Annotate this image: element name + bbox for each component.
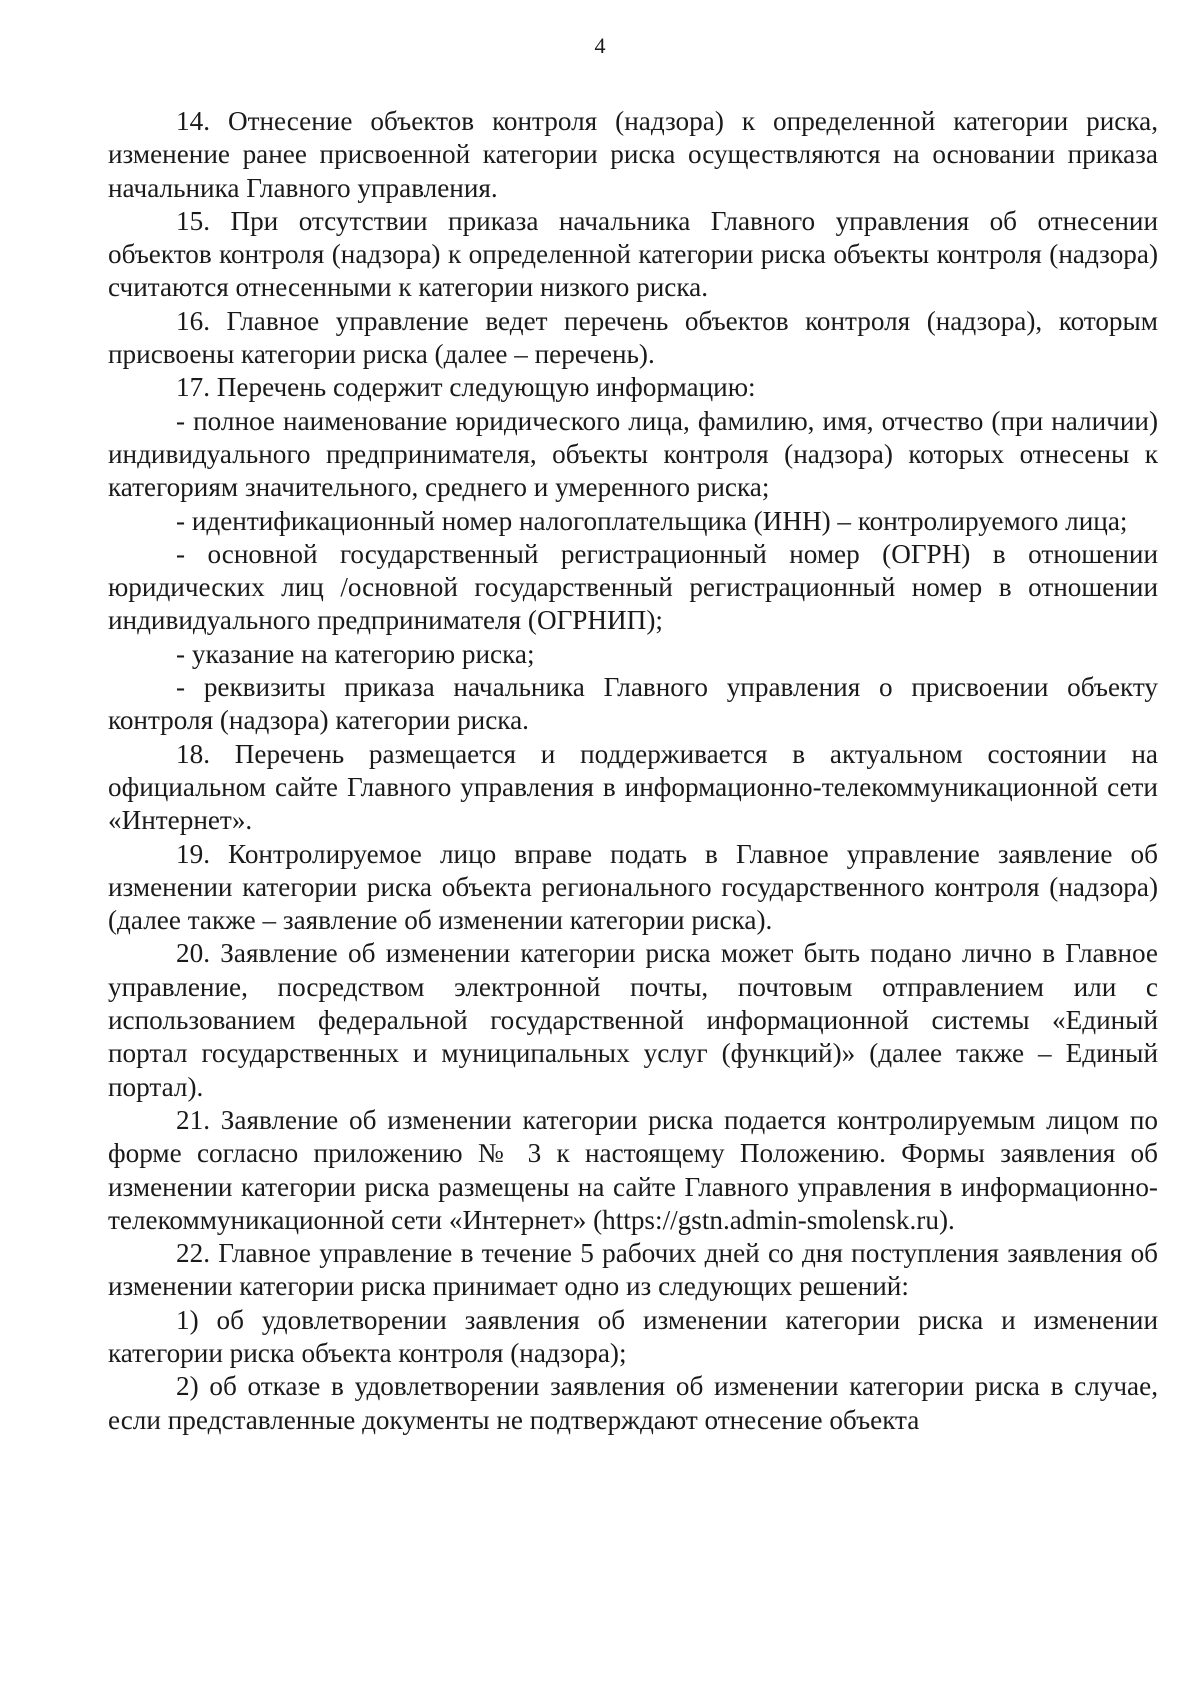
paragraph-17: 17. Перечень содержит следующую информацию: — [176, 372, 756, 403]
list-item-full-name: - полное наименование юридического лица, фамилию, имя, отчество (при наличии) индивидуального предпринимателя, объекты контроля (надзора) которых отнесены к категориям значительного, среднего и умеренного риска; — [108, 405, 1158, 503]
paragraph-19: 19. Контролируемое лицо вправе подать в Главное управление заявление об изменении категории риска объекта регионального государственного контроля (надзора) (далее также – заявление об изменении категории риска). — [108, 838, 1158, 936]
list-item-inn: - идентификационный номер налогоплательщика (ИНН) – контролируемого лица; — [176, 505, 1128, 536]
paragraph-18: 18. Перечень размещается и поддерживается в актуальном состоянии на официальном сайте Главного управления в информационно-телекоммуникационной сети «Интернет». — [108, 738, 1158, 836]
paragraph-15: 15. При отсутствии приказа начальника Главного управления об отнесении объектов контроля (надзора) к определенной категории риска объекты контроля (надзора) считаются отнесенными к категории низкого риска. — [108, 205, 1158, 303]
paragraph-20: 20. Заявление об изменении категории риска может быть подано лично в Главное управление, посредством электронной почты, почтовым отправлением или с использованием федеральной государственной информационной системы «Единый портал государственных и муниципальных услуг (функций)» (далее также – Единый портал). — [108, 938, 1158, 1102]
list-item-order-details: - реквизиты приказа начальника Главного управления о присвоении объекту контроля (надзора) категории риска. — [108, 672, 1158, 736]
paragraph-16: 16. Главное управление ведет перечень объектов контроля (надзора), которым присвоены категории риска (далее – перечень). — [108, 305, 1158, 370]
paragraph-14: 14. Отнесение объектов контроля (надзора) к определенной категории риска, изменение ранее присвоенной категории риска осуществляются на основании приказа начальника Главного управления. — [108, 106, 1158, 203]
paragraph-22: 22. Главное управление в течение 5 рабочих дней со дня поступления заявления об изменении категории риска принимает одно из следующих решений: — [108, 1238, 1158, 1302]
decision-option-2: 2) об отказе в удовлетворении заявления об изменении категории риска в случае, если представленные документы не подтверждают отнесение объекта — [108, 1371, 1158, 1435]
paragraph-21: 21. Заявление об изменении категории риска подается контролируемым лицом по форме согласно приложению № 3 к настоящему Положению. Формы заявления об изменении категории риска размещены на сайте Главного управления в информационно-телекоммуникационной сети «Интернет» (https://gstn.admin-smolensk.ru). — [108, 1104, 1158, 1235]
list-item-risk-category: - указание на категорию риска; — [176, 638, 535, 669]
page-number: 4 — [594, 33, 606, 58]
decision-option-1: 1) об удовлетворении заявления об изменении категории риска и изменении категории риска объекта контроля (надзора); — [108, 1304, 1158, 1368]
list-item-ogrn: - основной государственный регистрационный номер (ОГРН) в отношении юридических лиц /основной государственный регистрационный номер в отношении индивидуального предпринимателя (ОГРНИП); — [108, 538, 1158, 636]
document-body — [108, 105, 1158, 1437]
